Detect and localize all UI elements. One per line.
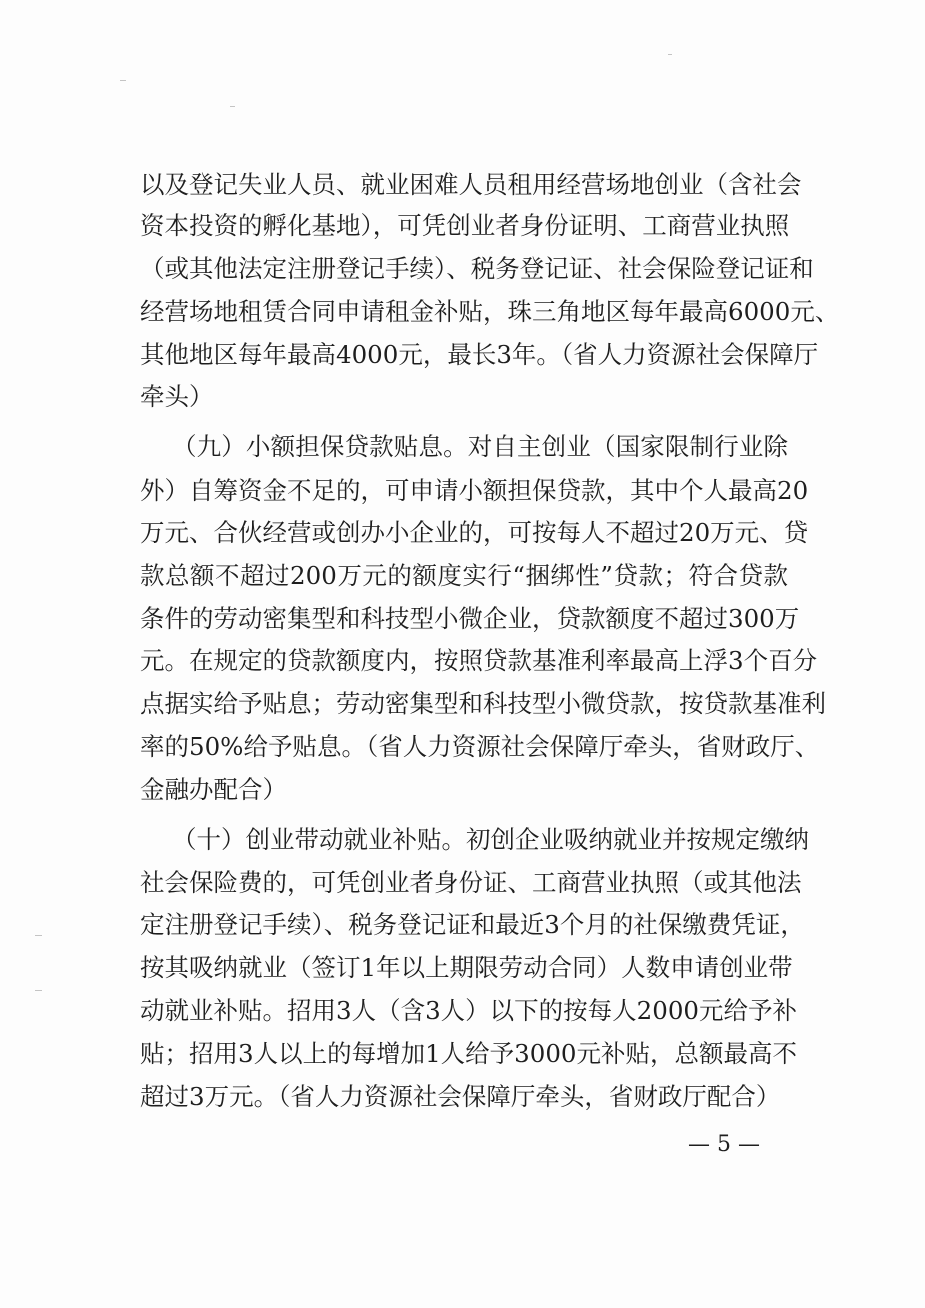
body-text-line: 点据实给予贴息；劳动密集型和科技型小微贷款，按贷款基准利 [140, 689, 826, 718]
body-text-line: 元。在规定的贷款额度内，按照贷款基准利率最高上浮3个百分 [140, 646, 818, 675]
body-text-line: 动就业补贴。招用3人（含3人）以下的按每人2000元给予补 [140, 996, 798, 1025]
body-text-line: 款总额不超过200万元的额度实行“捆绑性”贷款；符合贷款 [140, 561, 788, 590]
scan-speck [230, 106, 235, 107]
body-text-line: 定注册登记手续）、税务登记证和最近3个月的社保缴费凭证， [140, 910, 805, 939]
scan-speck [668, 54, 672, 55]
body-text-line: 牵头） [140, 382, 214, 411]
section-heading-line: （十）创业带动就业补贴。初创企业吸纳就业并按规定缴纳 [172, 825, 809, 854]
body-text-line: 其他地区每年最高4000元，最长3年。（省人力资源社会保障厅 [140, 340, 819, 369]
body-text-line: （或其他法定注册登记手续）、税务登记证、社会保险登记证和 [140, 254, 814, 283]
body-text-line: 经营场地租赁合同申请租金补贴，珠三角地区每年最高6000元、 [140, 297, 840, 326]
body-text-line: 超过3万元。（省人力资源社会保障厅牵头，省财政厅配合） [140, 1082, 781, 1111]
body-text-line: 外）自筹资金不足的，可申请小额担保贷款，其中个人最高20 [140, 476, 809, 505]
section-heading-line: （九）小额担保贷款贴息。对自主创业（国家限制行业除 [172, 432, 788, 461]
body-text-line: 率的50%给予贴息。（省人力资源社会保障厅牵头，省财政厅、 [140, 732, 820, 761]
body-text-line: 万元、合伙经营或创办小企业的，可按每人不超过20万元、贷 [140, 518, 809, 547]
scan-speck [35, 990, 42, 991]
body-text-line: 金融办配合） [140, 775, 287, 804]
body-text-line: 以及登记失业人员、就业困难人员租用经营场地创业（含社会 [140, 170, 802, 199]
body-text-line: 贴；招用3人以上的每增加1人给予3000元补贴，总额最高不 [140, 1039, 798, 1068]
scan-speck [120, 80, 126, 81]
body-text-line: 按其吸纳就业（签订1年以上期限劳动合同）人数申请创业带 [140, 953, 793, 982]
body-text-line: 条件的劳动密集型和科技型小微企业，贷款额度不超过300万 [140, 604, 800, 633]
page-number: — 5 — [688, 1132, 760, 1157]
body-text-line: 资本投资的孵化基地），可凭创业者身份证明、工商营业执照 [140, 211, 790, 240]
scan-speck [35, 935, 42, 936]
body-text-line: 社会保险费的，可凭创业者身份证、工商营业执照（或其他法 [140, 868, 802, 897]
